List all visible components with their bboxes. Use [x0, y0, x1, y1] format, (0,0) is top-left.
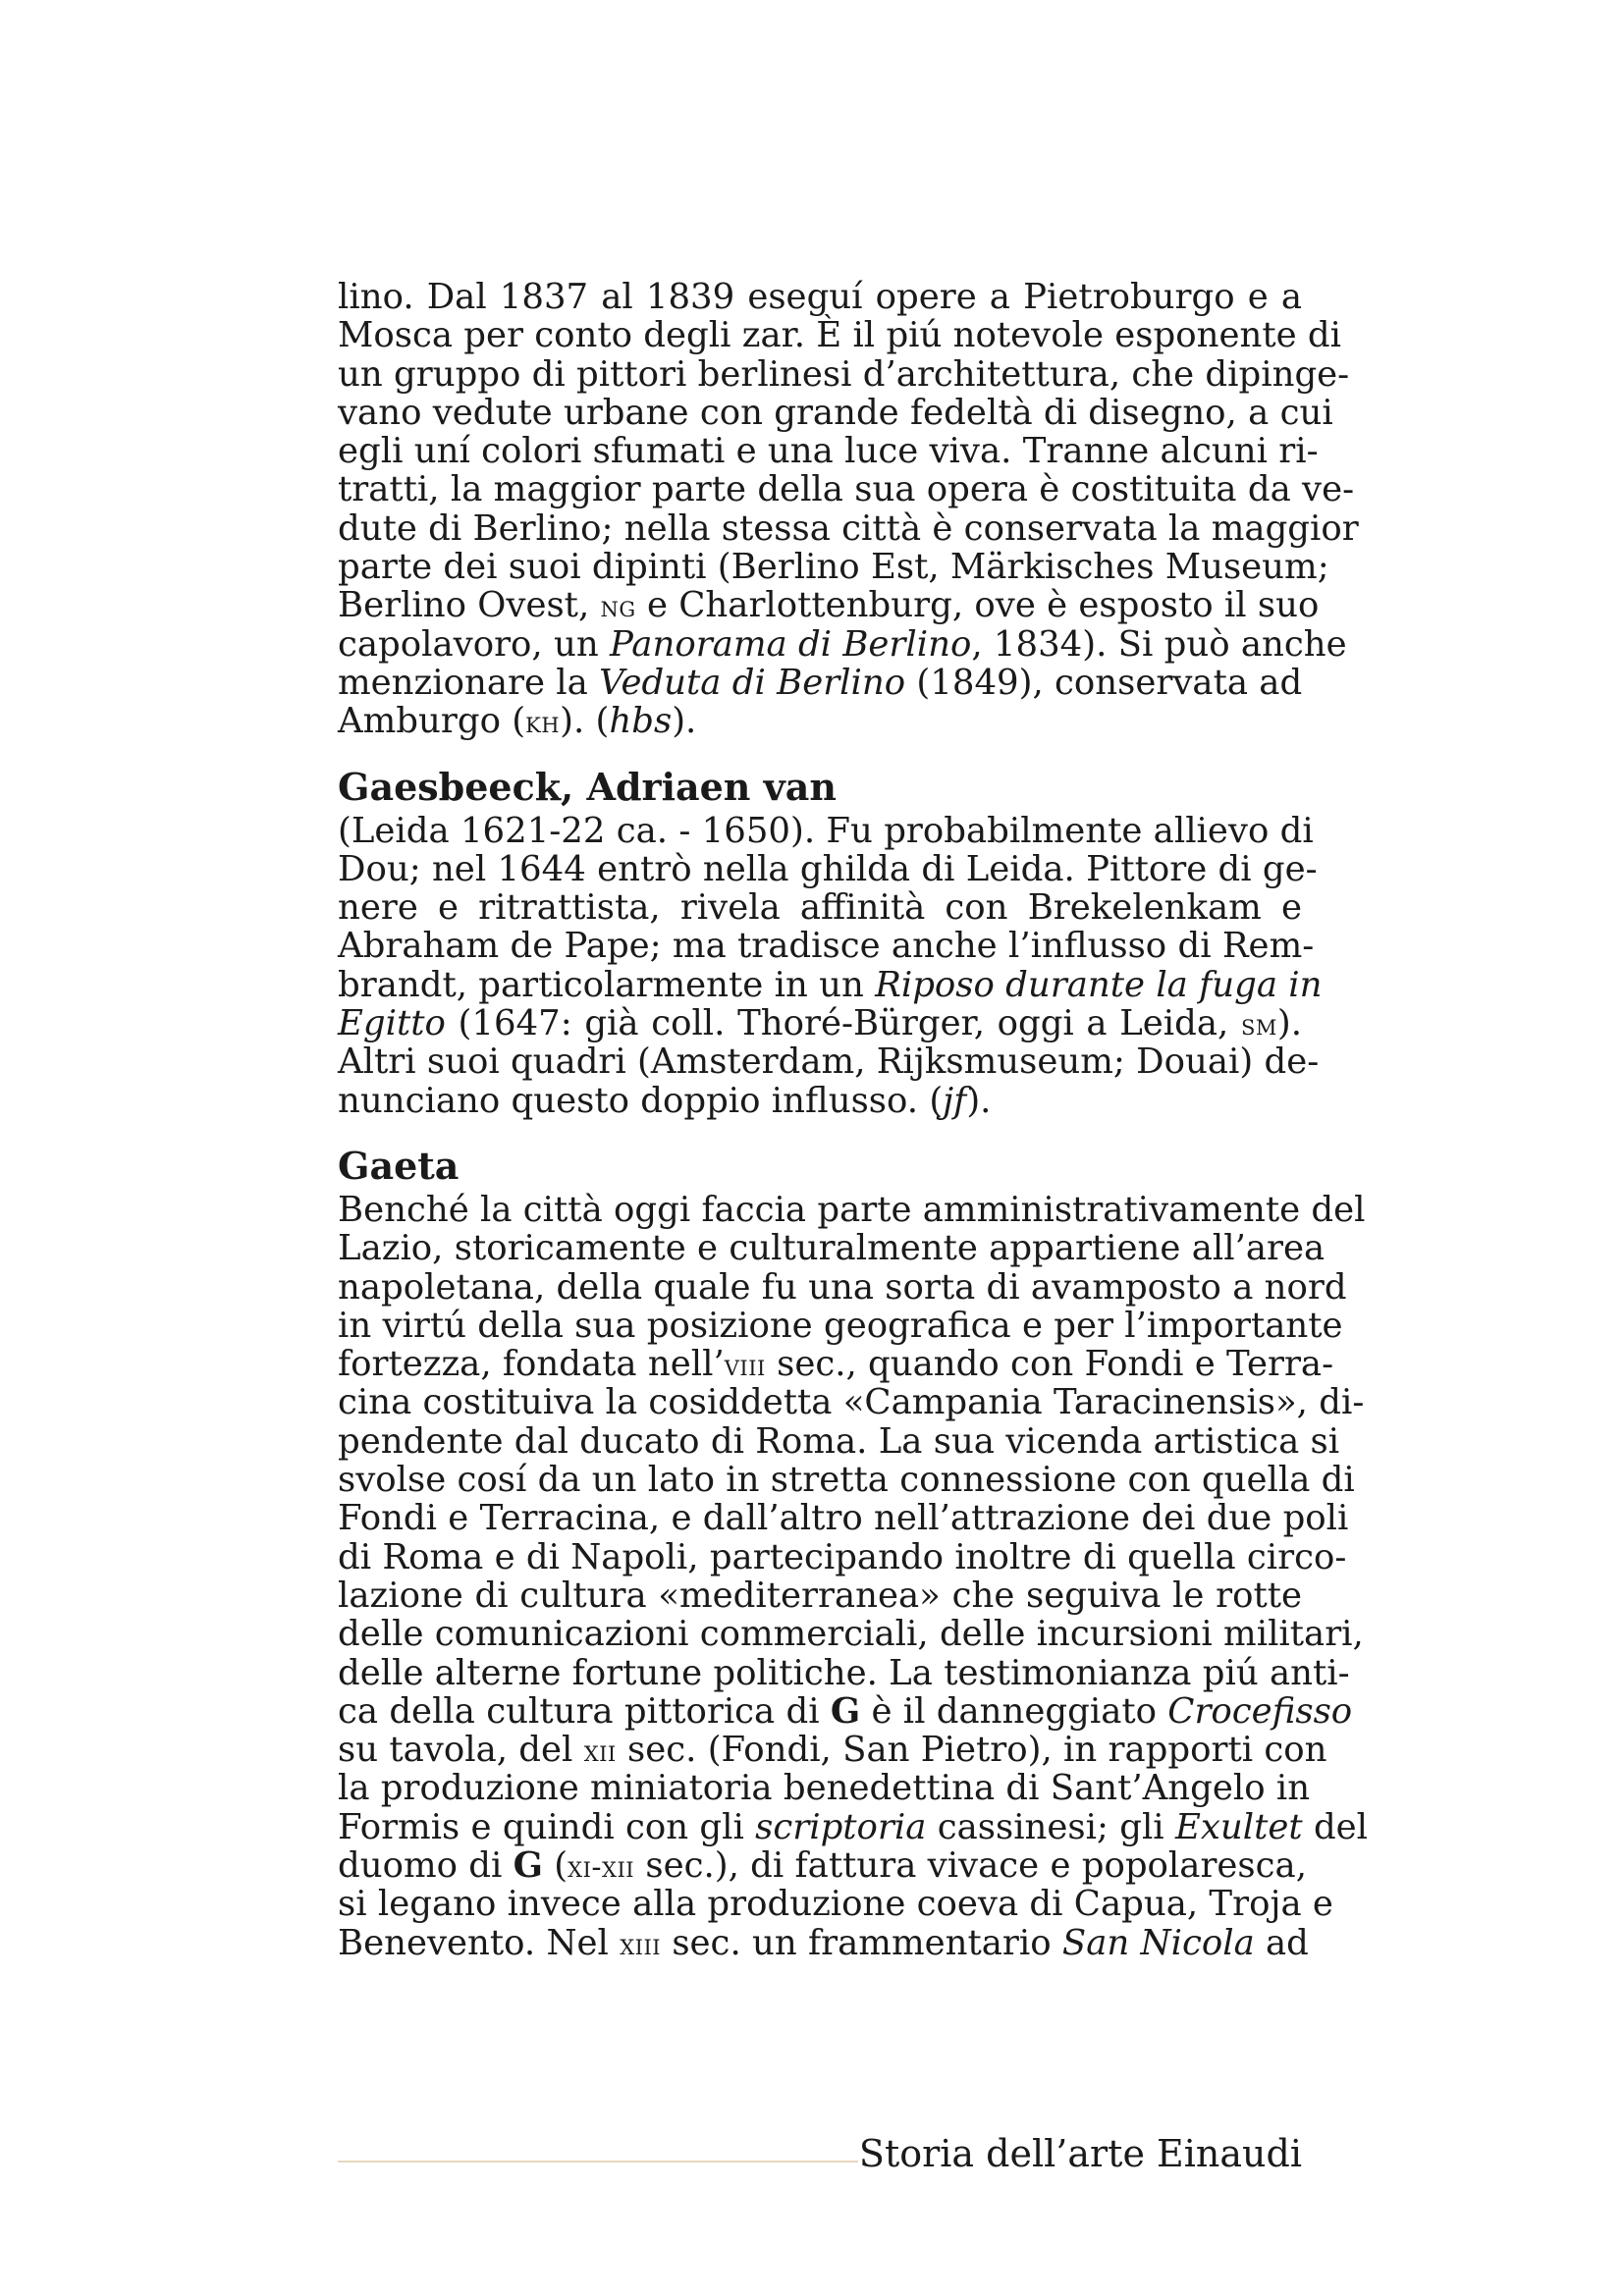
- text-run: Amburgo (: [338, 701, 526, 742]
- text-line: [338, 1844, 1307, 1886]
- text-run: ca della cultura pittorica di: [338, 1690, 831, 1732]
- text-line: [338, 702, 1302, 740]
- entry-abbreviation: G: [830, 1690, 861, 1732]
- text-line: [338, 1344, 1334, 1385]
- century-numeral: xi-xii: [568, 1849, 635, 1885]
- text-line: egli uní colori sfumati e una luce viva. Tranne alcuni ri-: [338, 431, 1319, 472]
- italic-term: scriptoria: [755, 1806, 927, 1847]
- text-line: [338, 1922, 1309, 1963]
- text-line: un gruppo di pittori berlinesi d’architettura, che dipinge-: [338, 353, 1350, 395]
- text-line: parte dei suoi dipinti (Berlino Est, Märkisches Museum;: [338, 547, 1329, 588]
- text-line: lazione di cultura «mediterranea» che seguiva le rotte: [338, 1575, 1302, 1616]
- text-line: Fondi e Terracina, e dall’altro nell’attrazione dei due poli: [338, 1498, 1349, 1539]
- text-run: , 1834). Si può anche: [971, 623, 1347, 665]
- entry-gaesbeeck-paragraph: [338, 810, 1323, 1121]
- text-run: Formis e quindi con gli: [338, 1806, 756, 1847]
- entry-abbreviation: G: [513, 1844, 543, 1886]
- text-line: [338, 664, 1302, 702]
- text-run: (: [542, 1844, 568, 1886]
- text-run: e Charlottenburg, ove è esposto il suo: [635, 585, 1320, 626]
- text-run: sec., quando con Fondi e Terra-: [765, 1344, 1334, 1385]
- author-initials: jf: [943, 1080, 967, 1121]
- text-run: ).: [1276, 1003, 1302, 1044]
- text-line: napoletana, della quale fu una sorta di avamposto a nord: [338, 1266, 1347, 1308]
- text-line: si legano invece alla produzione coeva di Capua, Troja e: [338, 1884, 1333, 1925]
- text-line: cina costituiva la cosiddetta «Campania Taracinensis», di-: [338, 1382, 1365, 1423]
- text-run: è il danneggiato: [860, 1690, 1168, 1732]
- artwork-title: Riposo durante la fuga in: [875, 964, 1323, 1005]
- abbreviation: ng: [600, 590, 636, 625]
- artwork-title: Crocefisso: [1167, 1690, 1353, 1732]
- text-line: Benché la città oggi faccia parte amministrativamente del: [338, 1189, 1366, 1230]
- text-run: menzionare la: [338, 662, 600, 703]
- text-line: tratti, la maggior parte della sua opera è costituita da ve-: [338, 469, 1355, 510]
- text-run: sec. (Fondi, San Pietro), in rapporti con: [616, 1730, 1327, 1771]
- page-footer: [338, 2124, 1302, 2183]
- text-run: su tavola, del: [338, 1730, 584, 1771]
- text-run: del: [1302, 1806, 1369, 1847]
- text-line: delle comunicazioni commerciali, delle incursioni militari,: [338, 1614, 1364, 1655]
- artwork-title: Veduta di Berlino: [599, 662, 906, 703]
- text-line: Abraham de Pape; ma tradisce anche l’influsso di Rem-: [338, 926, 1315, 967]
- text-line: [338, 1730, 1327, 1771]
- text-run: fortezza, fondata nell’: [338, 1344, 725, 1385]
- century-numeral: xii: [583, 1735, 617, 1770]
- entry-heading-gaeta: Gaeta: [338, 1143, 460, 1188]
- text-line: [338, 1082, 1302, 1120]
- text-line: Mosca per conto degli zar. È il piú notevole esponente di: [338, 315, 1341, 356]
- text-run: brandt, particolarmente in un: [338, 964, 876, 1005]
- author-initials: hbs: [609, 701, 673, 742]
- text-line: dute di Berlino; nella stessa città è conservata la maggior: [338, 507, 1359, 549]
- text-line: delle alterne fortune politiche. La testimonianza piú anti-: [338, 1652, 1350, 1693]
- entry-heading-gaesbeeck: Gaesbeeck, Adriaen van: [338, 764, 837, 809]
- text-run: ad: [1254, 1922, 1309, 1963]
- footer-title: Storia dell’arte Einaudi: [858, 2132, 1302, 2175]
- text-line: (Leida 1621-22 ca. - 1650). Fu probabilmente allievo di: [338, 810, 1314, 851]
- text-run: duomo di: [338, 1844, 514, 1886]
- artwork-title: San Nicola: [1061, 1922, 1255, 1963]
- text-run: (1647: già coll. Thoré-Bürger, oggi a Leida,: [445, 1003, 1241, 1044]
- text-line: Dou; nel 1644 entrò nella ghilda di Leida. Pittore di ge-: [338, 848, 1318, 889]
- text-line: di Roma e di Napoli, partecipando inoltre di quella circo-: [338, 1536, 1347, 1577]
- text-run: (1849), conservata ad: [905, 662, 1303, 703]
- text-run: ).: [672, 701, 697, 742]
- text-run: capolavoro, un: [338, 623, 611, 665]
- footer-rule: [338, 2161, 858, 2163]
- text-line: lino. Dal 1837 al 1839 eseguí opere a Pietroburgo e a: [338, 277, 1302, 317]
- artwork-title: Panorama di Berlino: [610, 623, 972, 665]
- text-line: svolse cosí da un lato in stretta connessione con quella di: [338, 1460, 1355, 1501]
- text-line: vano vedute urbane con grande fedeltà di disegno, a cui: [338, 392, 1333, 433]
- text-line: [338, 964, 1323, 1005]
- artwork-title: Exultet: [1174, 1806, 1303, 1847]
- entry-gaeta-paragraph: [338, 1189, 1369, 1963]
- text-line: [338, 585, 1320, 626]
- entry-continued-paragraph: [338, 277, 1359, 742]
- text-line: pendente dal ducato di Roma. La sua vicenda artistica si: [338, 1420, 1340, 1462]
- text-line: nere e ritrattista, rivela affinità con Brekelenkam e: [338, 887, 1302, 929]
- text-run: Berlino Ovest,: [338, 585, 601, 626]
- text-run: ).: [966, 1080, 992, 1121]
- text-line: [338, 1806, 1369, 1847]
- century-numeral: viii: [724, 1349, 766, 1384]
- artwork-title: Egitto: [338, 1003, 446, 1044]
- text-line: [338, 623, 1347, 665]
- text-run: cassinesi; gli: [926, 1806, 1175, 1847]
- text-run: sec.), di fattura vivace e popolaresca,: [634, 1844, 1307, 1886]
- text-run: nunciano questo doppio influsso. (: [338, 1080, 944, 1121]
- text-run: Benevento. Nel: [338, 1922, 621, 1963]
- text-run: ). (: [560, 701, 610, 742]
- century-numeral: xiii: [620, 1927, 662, 1962]
- text-line: Lazio, storicamente e culturalmente appartiene all’area: [338, 1228, 1325, 1269]
- page-body: [338, 277, 1369, 1963]
- text-run: sec. un frammentario: [661, 1922, 1062, 1963]
- abbreviation: kh: [525, 706, 561, 741]
- text-line: in virtú della sua posizione geografica e per l’importante: [338, 1305, 1343, 1346]
- text-line: [338, 1690, 1353, 1732]
- text-line: Altri suoi quadri (Amsterdam, Rijksmuseum; Douai) de-: [338, 1041, 1320, 1083]
- text-line: la produzione miniatoria benedettina di Sant’Angelo in: [338, 1768, 1311, 1809]
- abbreviation: sm: [1240, 1008, 1277, 1043]
- text-line: [338, 1004, 1302, 1042]
